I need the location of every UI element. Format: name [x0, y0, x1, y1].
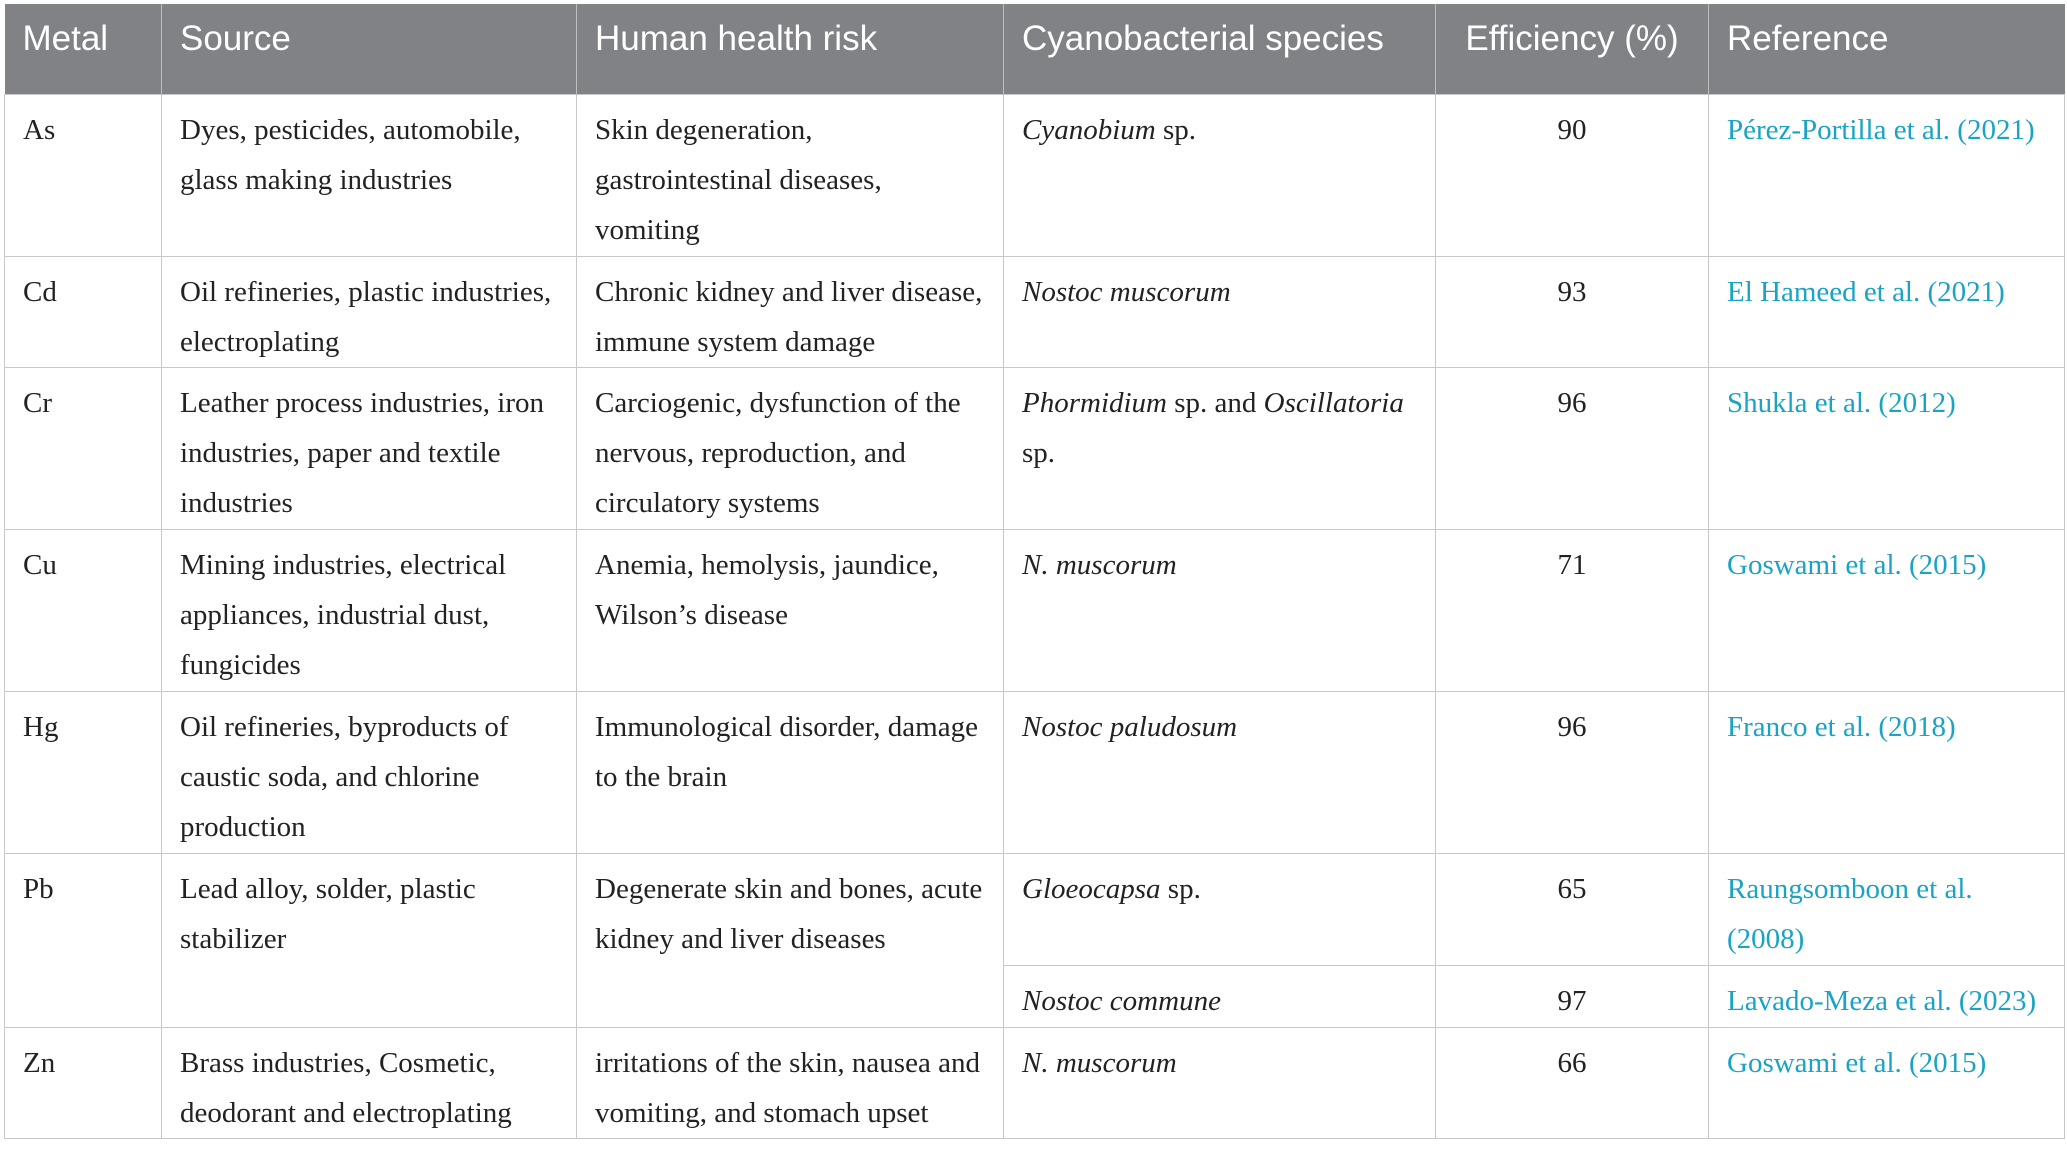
- risk-cell: Degenerate skin and bones, acute kidney and liver diseases: [577, 853, 1004, 1027]
- species-suffix: sp.: [1022, 436, 1056, 469]
- risk-cell: Carciogenic, dysfunction of the nervous, reproduction, and circulatory systems: [577, 367, 1004, 529]
- table-header: [5, 4, 2065, 94]
- source-cell: Leather process industries, iron industries, paper and textile industries: [162, 367, 577, 529]
- efficiency-cell: 90: [1436, 94, 1709, 256]
- metal-cell: Pb: [5, 853, 162, 1027]
- table-row: [5, 367, 2065, 529]
- table-row: [5, 256, 2065, 367]
- species-cell: [1004, 256, 1436, 367]
- header-species: Cyanobacterial species: [1004, 4, 1436, 94]
- reference-link[interactable]: Pérez-Portilla et al. (2021): [1709, 94, 2065, 256]
- species-cell: [1004, 529, 1436, 691]
- species-cell: [1004, 853, 1436, 965]
- metal-cell: Cd: [5, 256, 162, 367]
- reference-link[interactable]: Goswami et al. (2015): [1709, 529, 2065, 691]
- species-cell: [1004, 1027, 1436, 1138]
- species-cell: [1004, 367, 1436, 529]
- species-cell: [1004, 691, 1436, 853]
- reference-link[interactable]: Shukla et al. (2012): [1709, 367, 2065, 529]
- header-reference: Reference: [1709, 4, 2065, 94]
- risk-cell: Immunological disorder, damage to the brain: [577, 691, 1004, 853]
- species-suffix: sp.: [1160, 872, 1201, 905]
- reference-link[interactable]: Goswami et al. (2015): [1709, 1027, 2065, 1138]
- species-name: N. muscorum: [1022, 548, 1177, 581]
- metal-cell: As: [5, 94, 162, 256]
- efficiency-cell: 97: [1436, 965, 1709, 1027]
- table-row: [5, 1027, 2065, 1138]
- species-name: N. muscorum: [1022, 1046, 1177, 1079]
- metal-cell: Cu: [5, 529, 162, 691]
- table-row: [5, 529, 2065, 691]
- metal-cell: Zn: [5, 1027, 162, 1138]
- table-row: [5, 94, 2065, 256]
- header-row: [5, 4, 2065, 94]
- risk-cell: Skin degeneration, gastrointestinal diseases, vomiting: [577, 94, 1004, 256]
- risk-cell: irritations of the skin, nausea and vomiting, and stomach upset: [577, 1027, 1004, 1138]
- reference-link[interactable]: El Hameed et al. (2021): [1709, 256, 2065, 367]
- species-name: Nostoc commune: [1022, 984, 1221, 1017]
- header-efficiency: Efficiency (%): [1436, 4, 1709, 94]
- metal-cell: Cr: [5, 367, 162, 529]
- header-metal: Metal: [5, 4, 162, 94]
- source-cell: Lead alloy, solder, plastic stabilizer: [162, 853, 577, 1027]
- species-name: Phormidium: [1022, 386, 1167, 419]
- species-name: Nostoc muscorum: [1022, 275, 1231, 308]
- efficiency-cell: 66: [1436, 1027, 1709, 1138]
- species-cell: [1004, 965, 1436, 1027]
- risk-cell: Chronic kidney and liver disease, immune system damage: [577, 256, 1004, 367]
- header-source: Source: [162, 4, 577, 94]
- source-cell: Brass industries, Cosmetic, deodorant and electroplating: [162, 1027, 577, 1138]
- table-body: [5, 94, 2065, 1138]
- table-container: [4, 4, 2064, 1139]
- species-name: Cyanobium: [1022, 113, 1156, 146]
- reference-link[interactable]: Raungsomboon et al. (2008): [1709, 853, 2065, 965]
- reference-link[interactable]: Franco et al. (2018): [1709, 691, 2065, 853]
- species-suffix: sp.: [1155, 113, 1197, 146]
- table-row: [5, 691, 2065, 853]
- efficiency-cell: 96: [1436, 691, 1709, 853]
- source-cell: Oil refineries, plastic industries, electroplating: [162, 256, 577, 367]
- efficiency-cell: 93: [1436, 256, 1709, 367]
- efficiency-cell: 65: [1436, 853, 1709, 965]
- species-cell: [1004, 94, 1436, 256]
- species-connector: sp. and: [1167, 386, 1264, 419]
- source-cell: Dyes, pesticides, automobile, glass making industries: [162, 94, 577, 256]
- source-cell: Mining industries, electrical appliances, industrial dust, fungicides: [162, 529, 577, 691]
- heavy-metal-table: [4, 4, 2065, 1139]
- header-risk: Human health risk: [577, 4, 1004, 94]
- species-name-2: Oscillatoria: [1263, 386, 1404, 419]
- risk-cell: Anemia, hemolysis, jaundice, Wilson’s disease: [577, 529, 1004, 691]
- source-cell: Oil refineries, byproducts of caustic soda, and chlorine production: [162, 691, 577, 853]
- table-row: [5, 853, 2065, 965]
- species-name: Gloeocapsa: [1022, 872, 1161, 905]
- efficiency-cell: 96: [1436, 367, 1709, 529]
- reference-link[interactable]: Lavado-Meza et al. (2023): [1709, 965, 2065, 1027]
- species-name: Nostoc paludosum: [1022, 710, 1238, 743]
- efficiency-cell: 71: [1436, 529, 1709, 691]
- metal-cell: Hg: [5, 691, 162, 853]
